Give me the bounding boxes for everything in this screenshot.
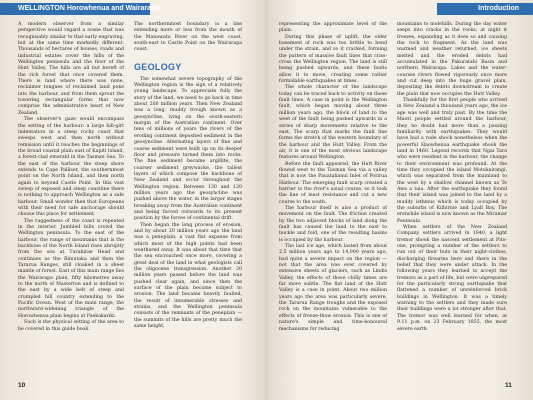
- text-column-1: [279, 22, 387, 378]
- running-header: WELLINGTON Horowhenua and Wairarapa: [0, 3, 150, 15]
- paragraph: During this phase of uplift, the older basement of rock was too brittle to bend under the strain, and so it cracked, forming the pattern of massive fault lines that criss-cross the Wellington region. The land is still being pushed upwards, and these faults allow it to move, creating some rather formidable earthquakes at times.: [279, 34, 387, 85]
- text-column-2: [397, 22, 507, 378]
- paragraph: The somewhat severe topography of the Wellington region is the sign of a relatively young landscape. To appreciate fully the story of the land, we need to go back in time about 200 million years. Then New Zealand was a long, muddy trough known as a geosyncline, lying on the south-eastern margin of the Australian continent. Over tens of millions of years the rivers of the eroding continent deposited sediment in the geosyncline. Alternating layers of fine and coarse sediment were built up on its deeper floor and pressure turned them into rocks. The fine sediment became argillite, the coarser sediment greywacke, the tallest layers of which compose the backbone of New Zealand and occur throughout the Wellington region. Between 130 and 120 million years ago the geosyncline was pushed above the water, in the larger stages breaking away from the Australian continent and being forced outwards to its present position by the forces of continental drift.: [134, 76, 242, 222]
- left-page: [0, 0, 266, 400]
- paragraph: Thankfully for the first people who arrived in New Zealand a thousand years ago, the ice age was well and truly past. By the time the Maori people settled around the harbour, they no doubt had more than a passing familiarity with earthquakes. They would have had a rude shock nonetheless when the powerful Haowhenua earthquake shook the land in 1460. Legend records that Ngai Tara who were resident in the harbour, the change to their environment was profound. At the time they occupied the island Motukairangi, which was separated from the mainland to the west by a shallow channel known as Te Awa a taia. After the earthquake they found that their island was joined to the land by a muddy isthmus which is today occupied by the suburbs of Kilbirnie and Lyall Bay. The erstwhile island is now known as the Miramar Peninsula.: [397, 98, 507, 224]
- paragraph: The northernmost boundary is a line extending more or less from the mouth of the Manawatu River on the west coast, south-east to Castle Point on the Wairarapa coast.: [134, 22, 242, 53]
- page-number: 11: [505, 382, 512, 389]
- text-column-1: [18, 22, 124, 332]
- paragraph: Before the fault appeared, the Hutt River flowed west to the Tasman Sea via a valley that is now the Pauatahanui Inlet of Porirua Harbour. The emerging fault scarp created a barrier to the river's usual course, so it took the line of least resistance and cut a new course to the south.: [279, 161, 387, 205]
- text-column-2: [134, 22, 242, 378]
- page-number: 10: [18, 382, 26, 389]
- paragraph: The last ice age, which lasted from about 2.5 million years ago to 14,000 years ago, had quite a severe impact on the region — not that the area was ever covered by extensive sheets of glaciers, such as Lindis Valley, the effects of those chilly times are far more subtle. The flat land of the Hutt Valley is a case in point. About two million years ago the area was particularly severe, the Tararua Range troughs and the exposed rock on the mountains vulnerable to the effects of freeze-thaw erosion. This is one of nature's simple and time-honoured mechanisms for reducing: [279, 244, 387, 332]
- paragraph: The whole character of the landscape today can be traced back to activity on these fault lines. A case in point is the Wellington fault, which began moving about three million years ago, the block of land to the west of the fault being pushed upwards in a series of sharp movements relative to the east. The scarp that marks the fault line forms the stretch of the western boundary of the harbour and the Hutt Valley. From the air, it is one of the most obvious landscape features around Wellington.: [279, 85, 387, 161]
- right-page: [267, 0, 533, 400]
- paragraph: representing the approximate level of the plain.: [279, 22, 387, 34]
- paragraph: mountains to molehills. During the day water seeps into cracks in the rocks; at night it freezes, expanding as it does so and causing the rock to fragment. As the land was warmed and weather returned, ice sheets melted and the eroded debris had accumulated in the Pakuratahi Basin and northern Wairarapa. Lakes and the water-courses rivers flowed vigorously once more and cut deep into the huge gravel plain, depositing the debris downstream to create the plain that now occupies the Hutt Valley.: [397, 22, 507, 97]
- paragraph: The ruggedness of the coast is repeated in the interior. Jumbled hills crowd the Wellington peninsula. To the east of the harbour, the range of mountains that is the backbone of the North Island rises abruptly from the sea at Turakirae Head and continues as the Rimutaka and then the Tararua Ranges, still cloaked in a sheet mantle of forest. East of this main range lies the Wairarapa plain, fifty kilometres away to the north of Masterton and is defined to the east by a wide belt of steep and crumpled hill country extending to the Pacific Ocean. West of the main range, the northward-widening triangle of the Horowhenua plain begins at Paekakariki.: [18, 218, 124, 319]
- paragraph: Then began the long process of erosion, and by about 20 million years ago the land was a peneplain, a vast flat expanse from which most of the high points had been weathered away. It was about that time that the sea encroached once more, covering a great deal of the land in what geologists call the oligocene transgression. Another 20 million years passed before the land was pushed clear again, and since then the surface of the plain became subject to erosion. The land became heavily faulted, the result of innumerable stresses and strains, and the Wellington peninsula consists of the remnants of the peneplain — the summits of the hills are pretty much the same height,: [134, 222, 242, 330]
- section-title: GEOLOGY: [134, 61, 182, 72]
- paragraph: The harbour itself is also a product of movement on the fault. The friction created by the two adjacent blocks of land along the fault has caused the land to the east to buckle and fold, one of the resulting basins is occupied by the harbour.: [279, 205, 387, 243]
- paragraph: When settlers of the New Zealand Company settlers arrived in 1840, a light tremor shook the nascent settlement at Pito-one, prompting a number of the settlers to run out of their huts in their night-clothes, discharging firearms here and there in the belief that they were under attack. In the following years they learned to accept the tremors as a part of life, but were unprepared for the particularly strong earthquake that flattened a number of unreinforced brick buildings in Wellington. It was a timely warning to the settlers and they made sure their buildings were a lot stronger after that. The tremor was well learned for when, at 9.11 p.m. on 23 February 1855, the most severe earth: [397, 225, 507, 332]
- paragraph: Such is the physical setting of the area to be covered in this guide book.: [18, 320, 124, 332]
- paragraph: A modern observer from a similar perspective would regard a scene that was recognisably similar to that early engraving, but at the same time markedly different. Thousands of hectares of houses, roads and industrial estates cover the hills of the Wellington peninsula and the floor of the Hutt Valley. The hills are all but bereft of the rich forest that once covered them. There is land where there was none, reclaimer tongues of reclaimed land poke into the harbour, and from them sprout the towering rectangular forms that now comprise the administrative heart of New Zealand.: [18, 22, 124, 116]
- running-header: Introduction: [437, 3, 533, 15]
- paragraph: The observer's gaze would encompass the setting of the harbour: a large hill-girt indentation in a steep rocky coast that sweeps west and then north without remission until it reaches the beginnings of the broad coastal plain east of Kapiti Island, a forest-clad emerald in the Tasman Sea. To the east of the harbour the steep shore extends to Cape Palliser, the southernmost point on the North Island, and then north again to beyond Castle Point. In this vast sweep of exposed and steep coastline there is nothing to approach Wellington as a safe harbour. Small wonder then that Europeans with their need for safe anchorage should choose this place for settlement.: [18, 117, 124, 218]
